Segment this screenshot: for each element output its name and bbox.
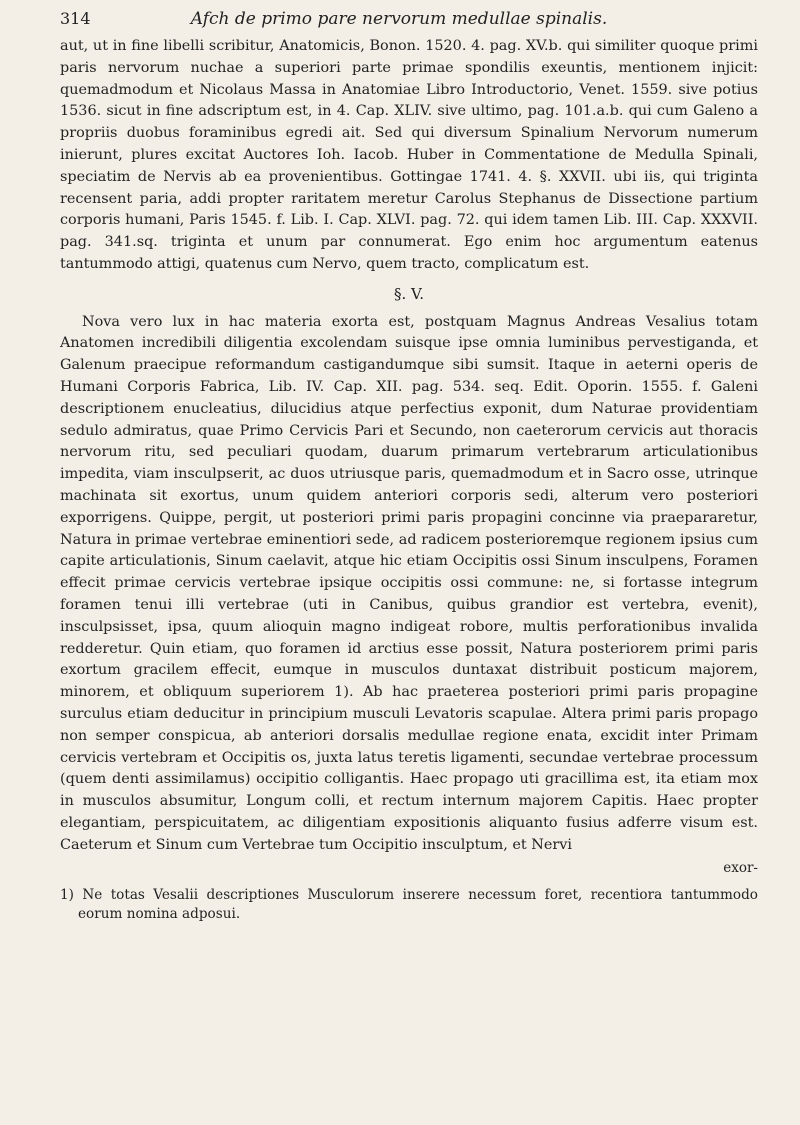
- footnote: [60, 886, 758, 924]
- running-title: Afch de primo pare nervorum medullae spinalis.: [190, 9, 608, 29]
- section-heading: §. V.: [393, 284, 424, 303]
- catchword: exor-: [723, 860, 758, 877]
- paragraph: Nova vero lux in hac materia exorta est, postquam Magnus Andreas Vesalius totam Anatomen incredibili diligentia excolendam suisque ipse omnia luminibus pervestiganda, et Galenum praecipue reformandum castigandumque sibi sumsit. Itaque in aeterni operis de Humani Corporis Fabrica, Lib. IV. Cap. XII. pag. 534. seq. Edit. Oporin. 1555. f. Galeni descriptionem enucleatius, dilucidius atque perfectius exponit, dum Naturae providentiam sedulo admiratus, quae Primo Cervicis Pari et Secundo, non caeterorum cervicis aut thoracis nervorum ritu, sed peculiari quodam, duarum primarum vertebrarum articulationibus impedita, viam insculpserit, ac duos utriusque paris, quemadmodum et in Sacro osse, utrinque machinata sit exortus, unum quidem anteriori corporis sedi, alterum vero posteriori exporrigens. Quippe, pergit, ut posteriori primi paris propagini concinne via praepararetur, Natura in primae vertebrae eminentiori sede, ad radicem posterioremque regionem ipsius cum capite articulationis, Sinum caelavit, atque hic etiam Occipitis ossi Sinum insculpens, Foramen effecit primae cervicis vertebrae ipsique occipitis ossi commune: ne, si fortasse integrum foramen tenui illi vertebrae (uti in Canibus, quibus grandior est vertebra, evenit), insculpsisset, ipsa, quum alioquin magno indigeat robore, multis perforationibus invalida redderetur. Quin etiam, quo foramen id arctius esse possit, Natura posteriorem primi paris exortum gracilem effecit, eumque in musculos duntaxat distribuit posticum majorem, minorem, et obliquum superiorem 1). Ab hac praeterea posteriori primi paris propagine surculus etiam deducitur in principium musculi Levatoris scapulae. Altera primi paris propago non semper conspicua, ab anteriori dorsalis medullae regione enata, excidit inter Primam cervicis vertebram et Occipitis os, juxta latus teretis ligamenti, secundae vertebrae processum (quem denti assimilamus) occipitio colligantis. Haec propago uti gracillima est, ita etiam mox in musculos absumitur, Longum colli, et rectum internum majorem Capitis. Haec propter elegantiam, perspicuitatem, ac diligentiam expositionis aliquanto fusius adferre visum est. Caeterum et Sinum cum Vertebrae tum Occipitio insculptum, et Nervi: [60, 313, 758, 853]
- page-number: 314: [60, 9, 91, 28]
- main-text: [60, 36, 758, 880]
- page-header: [60, 8, 758, 30]
- paragraph: aut, ut in fine libelli scribitur, Anatomicis, Bonon. 1520. 4. pag. XV.b. qui similiter quoque primi paris nervorum nuchae a superiori parte primae spondilis exeuntis, mentionem injicit: quemadmodum et Nicolaus Massa in Anatomiae Libro Introductorio, Venet. 1559. sive potius 1536. sicut in fine adscriptum est, in 4. Cap. XLIV. sive ultimo, pag. 101.a.b. qui cum Galeno a propriis duobus foraminibus egredi ait. Sed qui diversum Spinalium Nervorum numerum inierunt, plures excitat Auctores Ioh. Iacob. Huber in Commentatione de Medulla Spinali, speciatim de Nervis ab ea provenientibus. Gottingae 1741. 4. §. XXVII. ubi iis, qui triginta recensent paria, addi propter raritatem meretur Carolus Stephanus de Dissectione partium corporis humani, Paris 1545. f. Lib. I. Cap. XLVI. pag. 72. qui idem tamen Lib. III. Cap. XXXVII. pag. 341.sq. triginta et unum par connumerat. Ego enim hoc argumentum eatenus tantummodo attigi, quatenus cum Nervo, quem tracto, complicatum est.: [60, 38, 758, 272]
- footnote-text: 1) Ne totas Vesalii descriptiones Musculorum inserere necessum foret, recentiora tantummodo eorum nomina adposui.: [60, 887, 758, 923]
